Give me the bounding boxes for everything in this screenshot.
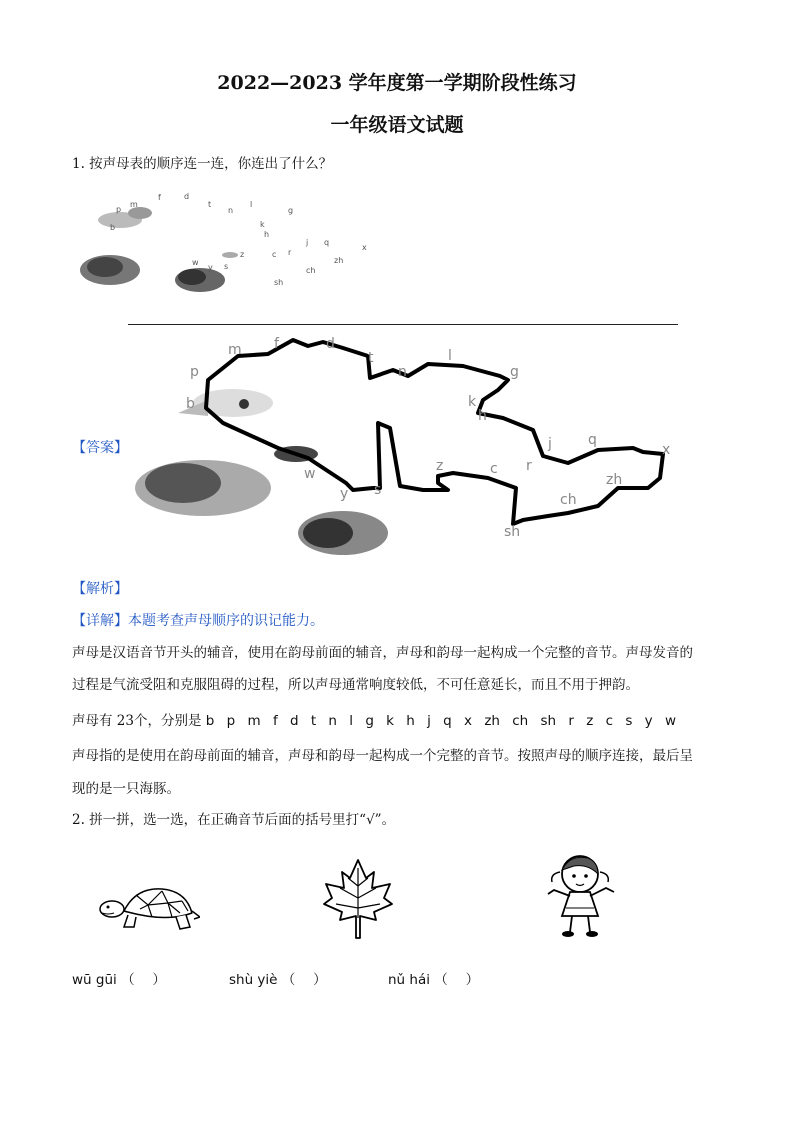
q1-prompt: 1. 按声母表的顺序连一连，你连出了什么？ bbox=[72, 156, 333, 172]
answer-letter: ch bbox=[560, 492, 577, 508]
para3-line2: 现的是一只海豚。 bbox=[72, 781, 180, 797]
option-pinyin: wū gūi bbox=[72, 972, 117, 988]
shengmu-line bbox=[72, 709, 676, 729]
answer-letter: t bbox=[368, 350, 374, 366]
answer-letter: sh bbox=[504, 524, 521, 540]
girl-picture bbox=[540, 852, 620, 942]
puzzle-letter: zh bbox=[334, 256, 344, 265]
answer-letter: c bbox=[490, 461, 498, 477]
answer-line bbox=[128, 324, 678, 325]
puzzle-letter: s bbox=[224, 262, 229, 271]
dolphin-puzzle-image bbox=[80, 185, 370, 300]
puzzle-letter: k bbox=[260, 220, 265, 229]
answer-letter: p bbox=[190, 364, 199, 380]
puzzle-letter: w bbox=[192, 258, 199, 267]
puzzle-letter: l bbox=[250, 200, 253, 209]
puzzle-letter: b bbox=[110, 223, 116, 232]
option-turtle bbox=[72, 968, 166, 988]
puzzle-letter: p bbox=[116, 205, 122, 214]
exam-title: 2022—2023 学年度第一学期阶段性练习 bbox=[217, 72, 577, 94]
answer-letter: g bbox=[510, 364, 519, 380]
answer-letter: n bbox=[398, 364, 407, 380]
exam-subtitle: 一年级语文试题 bbox=[330, 114, 464, 136]
puzzle-letter: m bbox=[130, 200, 138, 209]
puzzle-letter: ch bbox=[306, 266, 316, 275]
puzzle-letter: t bbox=[208, 200, 212, 209]
answer-letter: m bbox=[228, 342, 242, 358]
puzzle-letter: d bbox=[184, 192, 190, 201]
analysis-label: 【解析】 bbox=[72, 581, 128, 597]
puzzle-letter: z bbox=[240, 250, 245, 259]
para1-line2: 过程是气流受阻和克服阻碍的过程，所以声母通常响度较低，不可任意延长，而且不用于押韵。 bbox=[72, 677, 639, 693]
shengmu-list: b p m f d t n l g k h j q x zh ch sh r z c s y w bbox=[205, 713, 676, 729]
turtle-picture bbox=[96, 883, 200, 941]
puzzle-letter: q bbox=[324, 238, 330, 247]
answer-bracket[interactable]: （ ） bbox=[281, 972, 327, 988]
answer-letter: d bbox=[326, 336, 335, 352]
answer-letter: h bbox=[478, 408, 487, 424]
shengmu-prefix: 声母有 23个，分别是 bbox=[72, 713, 202, 729]
option-pinyin: nǔ hái bbox=[388, 972, 430, 988]
puzzle-letter: h bbox=[264, 230, 270, 239]
answer-letter: zh bbox=[606, 472, 623, 488]
answer-letter: x bbox=[662, 442, 671, 458]
answer-letter: l bbox=[448, 348, 452, 364]
leaf-picture bbox=[322, 858, 394, 940]
answer-letter: k bbox=[468, 394, 477, 410]
answer-letter: j bbox=[548, 436, 552, 452]
puzzle-letter: sh bbox=[274, 278, 284, 287]
answer-letter: z bbox=[436, 458, 444, 474]
option-girl bbox=[388, 968, 479, 988]
para1-line1: 声母是汉语音节开头的辅音，使用在韵母前面的辅音，声母和韵母一起构成一个完整的音节。声母发音的 bbox=[72, 645, 693, 661]
option-leaf bbox=[229, 968, 327, 988]
answer-letter: s bbox=[374, 482, 382, 498]
puzzle-letter: f bbox=[158, 193, 161, 202]
option-pinyin: shù yiè bbox=[229, 972, 278, 988]
answer-letter: y bbox=[340, 486, 349, 502]
dolphin-answer-image bbox=[128, 328, 680, 560]
detail-line bbox=[72, 610, 324, 630]
puzzle-letter: j bbox=[306, 238, 309, 247]
q2-prompt: 2. 拼一拼，选一选，在正确音节后面的括号里打“√”。 bbox=[72, 812, 396, 828]
puzzle-letter: x bbox=[362, 243, 367, 252]
answer-label: 【答案】 bbox=[72, 440, 128, 456]
answer-letter: r bbox=[526, 458, 532, 474]
answer-bracket[interactable]: （ ） bbox=[434, 972, 480, 988]
puzzle-letter: y bbox=[208, 263, 213, 272]
puzzle-letter: n bbox=[228, 206, 234, 215]
answer-letter: b bbox=[186, 396, 195, 412]
detail-text: 【详解】本题考查声母顺序的识记能力。 bbox=[72, 613, 324, 629]
answer-bracket[interactable]: （ ） bbox=[121, 972, 166, 988]
answer-letter: f bbox=[274, 336, 279, 352]
puzzle-letter: g bbox=[288, 206, 294, 215]
para3-line1: 声母指的是使用在韵母前面的辅音，声母和韵母一起构成一个完整的音节。按照声母的顺序连接，最后呈 bbox=[72, 748, 693, 764]
puzzle-letter: r bbox=[288, 248, 292, 257]
answer-letter: q bbox=[588, 432, 597, 448]
puzzle-letter: c bbox=[272, 250, 277, 259]
answer-letter: w bbox=[304, 466, 316, 482]
